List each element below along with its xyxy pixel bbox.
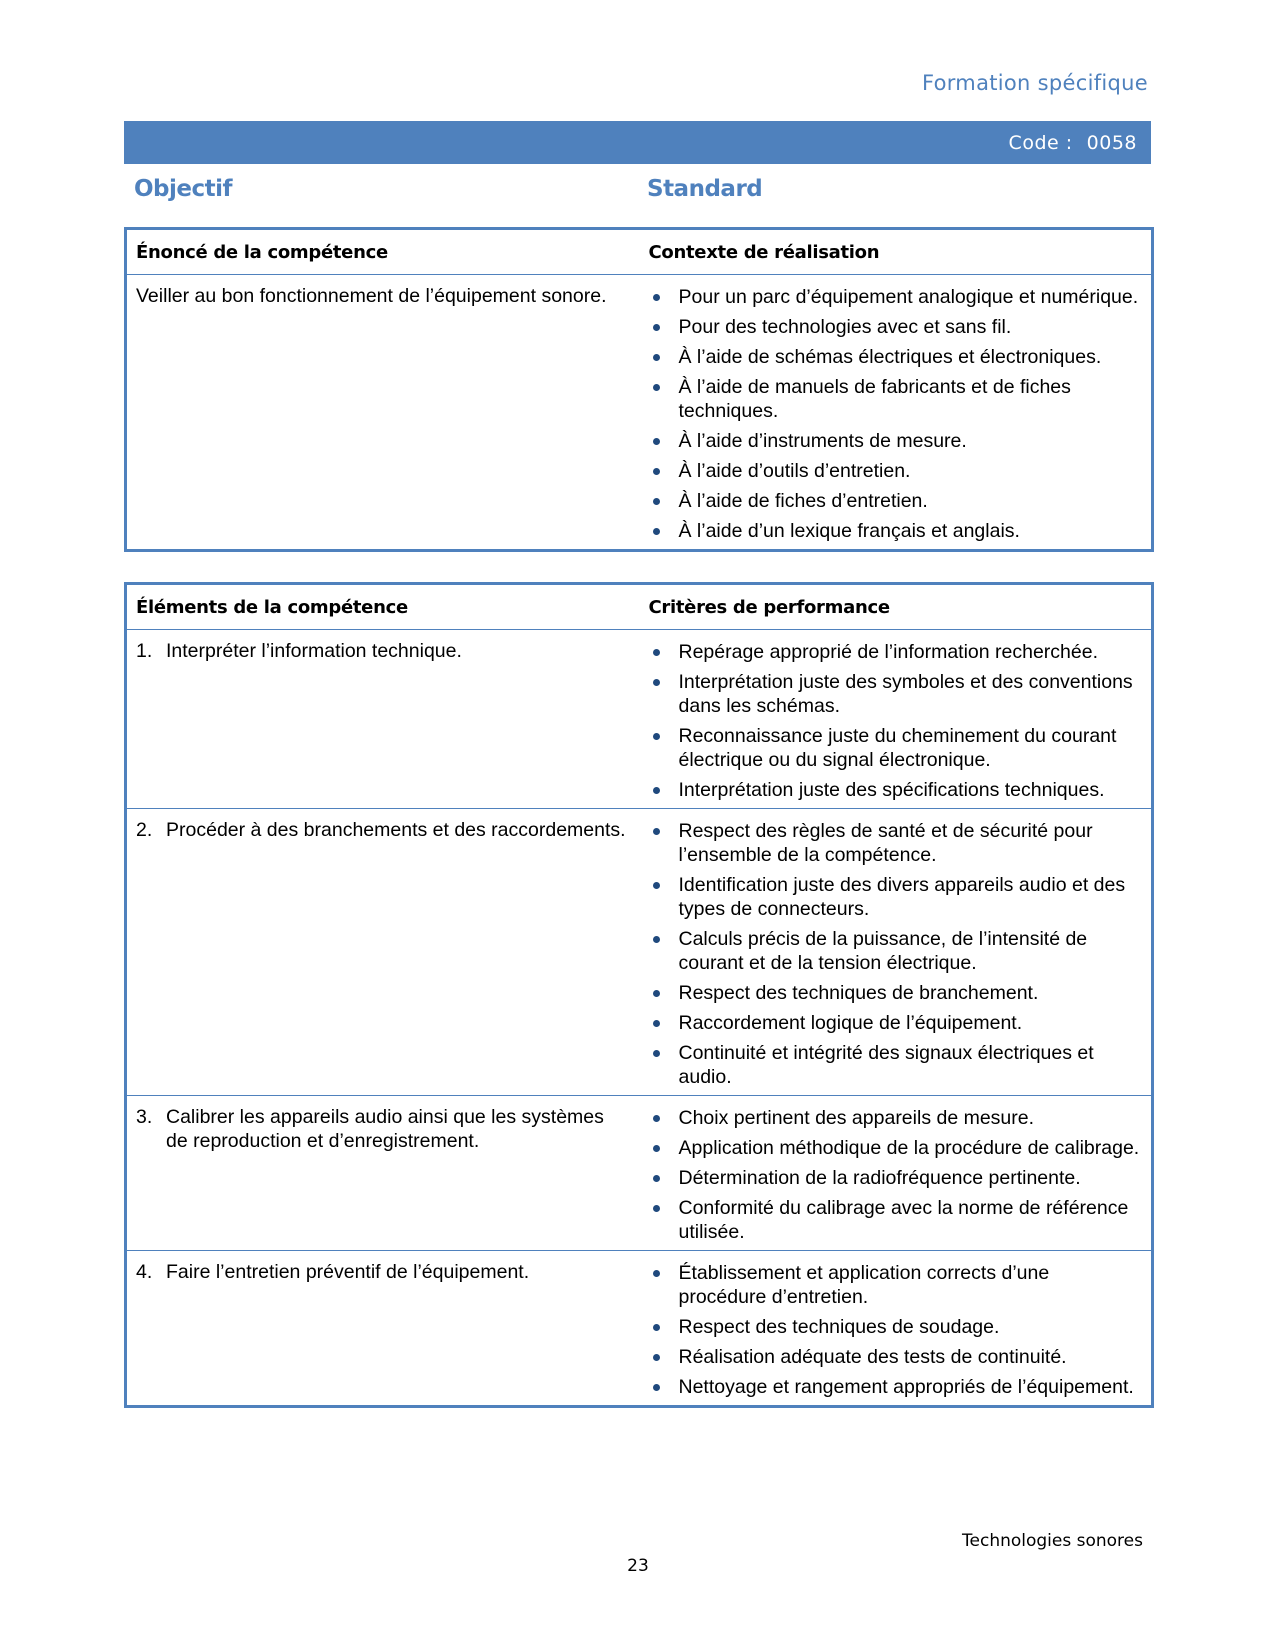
element-text: Calibrer les appareils audio ainsi que les systèmes de reproduction et d’enregistrement. (166, 1106, 604, 1152)
list-item (649, 285, 1142, 309)
table-row (126, 1096, 1153, 1251)
bullet-icon (653, 649, 660, 656)
competency-element (127, 1251, 638, 1290)
list-item (649, 873, 1142, 921)
list-item (649, 819, 1142, 867)
list-item-text: À l’aide de manuels de fabricants et de fiches techniques. (678, 376, 1071, 422)
bullet-icon (653, 1270, 660, 1277)
section-headings (124, 176, 1151, 216)
list-item-text: Établissement et application corrects d’une procédure d’entretien. (678, 1262, 1050, 1308)
bullet-icon (653, 679, 660, 686)
list-item-text: Pour un parc d’équipement analogique et numérique. (678, 286, 1139, 308)
table-row (126, 630, 1153, 809)
element-text: Procéder à des branchements et des raccordements. (166, 819, 626, 841)
element-text: Faire l’entretien préventif de l’équipement. (166, 1261, 530, 1283)
bullet-icon (653, 733, 660, 740)
list-item (649, 315, 1142, 339)
element-number: 2. (136, 819, 153, 841)
list-item (649, 1041, 1142, 1089)
list-item (649, 640, 1142, 664)
list-item (649, 1136, 1142, 1160)
performance-criteria-list (638, 809, 1152, 1095)
competency-element (127, 809, 638, 848)
list-item (649, 519, 1142, 543)
list-item-text: Réalisation adéquate des tests de continuité. (678, 1346, 1067, 1368)
footer-program-name: Technologies sonores (962, 1531, 1143, 1551)
competency-statement: Veiller au bon fonctionnement de l’équipement sonore. (136, 285, 607, 307)
list-item (649, 1106, 1142, 1130)
bullet-icon (653, 1175, 660, 1182)
table-row (126, 809, 1153, 1096)
bullet-icon (653, 882, 660, 889)
objective-heading: Objectif (134, 176, 233, 202)
list-item-text: Respect des techniques de soudage. (678, 1316, 1000, 1338)
context-column-header: Contexte de réalisation (638, 229, 1153, 275)
element-number: 4. (136, 1261, 153, 1283)
bullet-icon (653, 1020, 660, 1027)
bullet-icon (653, 438, 660, 445)
competency-element (127, 1096, 638, 1159)
bullet-icon (653, 468, 660, 475)
document-section-title: Formation spécifique (921, 71, 1148, 95)
bullet-icon (653, 1205, 660, 1212)
table-row (126, 275, 1153, 551)
bullet-icon (653, 294, 660, 301)
list-item-text: Repérage approprié de l’information recherchée. (678, 641, 1098, 663)
bullet-icon (653, 1324, 660, 1331)
bullet-icon (653, 990, 660, 997)
code-label: Code : (1008, 131, 1073, 154)
list-item (649, 981, 1142, 1005)
list-item (649, 724, 1142, 772)
list-item-text: À l’aide de fiches d’entretien. (678, 490, 928, 512)
list-item-text: Raccordement logique de l’équipement. (678, 1012, 1023, 1034)
list-item (649, 1345, 1142, 1369)
list-item-text: À l’aide de schémas électriques et électroniques. (678, 346, 1102, 368)
competency-statement-table (124, 227, 1154, 552)
list-item (649, 459, 1142, 483)
list-item (649, 489, 1142, 513)
list-item-text: Identification juste des divers appareils audio et des types de connecteurs. (678, 874, 1126, 920)
bullet-icon (653, 384, 660, 391)
list-item-text: À l’aide d’un lexique français et anglais. (678, 520, 1020, 542)
list-item (649, 778, 1142, 802)
table-row (126, 1251, 1153, 1407)
list-item (649, 1166, 1142, 1190)
list-item (649, 429, 1142, 453)
bullet-icon (653, 354, 660, 361)
bullet-icon (653, 498, 660, 505)
element-number: 1. (136, 640, 153, 662)
list-item-text: Détermination de la radiofréquence pertinente. (678, 1167, 1081, 1189)
list-item-text: Nettoyage et rangement appropriés de l’équipement. (678, 1376, 1134, 1398)
list-item (649, 375, 1142, 423)
context-list (638, 275, 1152, 549)
list-item (649, 1261, 1142, 1309)
bullet-icon (653, 1354, 660, 1361)
bullet-icon (653, 936, 660, 943)
competency-element (127, 630, 638, 669)
performance-criteria-list (638, 1251, 1152, 1405)
bullet-icon (653, 324, 660, 331)
table-header-row (126, 229, 1153, 275)
list-item-text: Interprétation juste des symboles et des conventions dans les schémas. (678, 671, 1133, 717)
bullet-icon (653, 787, 660, 794)
page-number: 23 (627, 1556, 649, 1576)
list-item-text: Application méthodique de la procédure de calibrage. (678, 1137, 1140, 1159)
competency-elements-table (124, 582, 1154, 1408)
bullet-icon (653, 1384, 660, 1391)
list-item (649, 345, 1142, 369)
list-item-text: Pour des technologies avec et sans fil. (678, 316, 1012, 338)
list-item-text: Choix pertinent des appareils de mesure. (678, 1107, 1035, 1129)
list-item-text: Interprétation juste des spécifications techniques. (678, 779, 1105, 801)
bullet-icon (653, 1050, 660, 1057)
list-item (649, 670, 1142, 718)
list-item-text: Reconnaissance juste du cheminement du courant électrique ou du signal électronique. (678, 725, 1117, 771)
element-text: Interpréter l’information technique. (166, 640, 462, 662)
statement-column-header: Énoncé de la compétence (126, 229, 638, 275)
list-item-text: À l’aide d’instruments de mesure. (678, 430, 967, 452)
code-bar (124, 121, 1151, 164)
list-item-text: Respect des règles de santé et de sécurité pour l’ensemble de la compétence. (678, 820, 1093, 866)
list-item-text: Conformité du calibrage avec la norme de référence utilisée. (678, 1197, 1129, 1243)
list-item (649, 1315, 1142, 1339)
criteria-column-header: Critères de performance (638, 584, 1153, 630)
performance-criteria-list (638, 630, 1152, 808)
bullet-icon (653, 528, 660, 535)
list-item (649, 1375, 1142, 1399)
bullet-icon (653, 1115, 660, 1122)
table-header-row (126, 584, 1153, 630)
performance-criteria-list (638, 1096, 1152, 1250)
list-item-text: Continuité et intégrité des signaux électriques et audio. (678, 1042, 1094, 1088)
list-item-text: Respect des techniques de branchement. (678, 982, 1039, 1004)
standard-heading: Standard (647, 176, 763, 202)
bullet-icon (653, 828, 660, 835)
list-item (649, 927, 1142, 975)
code-value: 0058 (1086, 131, 1137, 154)
list-item (649, 1011, 1142, 1035)
list-item (649, 1196, 1142, 1244)
bullet-icon (653, 1145, 660, 1152)
elements-column-header: Éléments de la compétence (126, 584, 638, 630)
list-item-text: Calculs précis de la puissance, de l’intensité de courant et de la tension électrique. (678, 928, 1088, 974)
element-number: 3. (136, 1106, 153, 1128)
list-item-text: À l’aide d’outils d’entretien. (678, 460, 911, 482)
